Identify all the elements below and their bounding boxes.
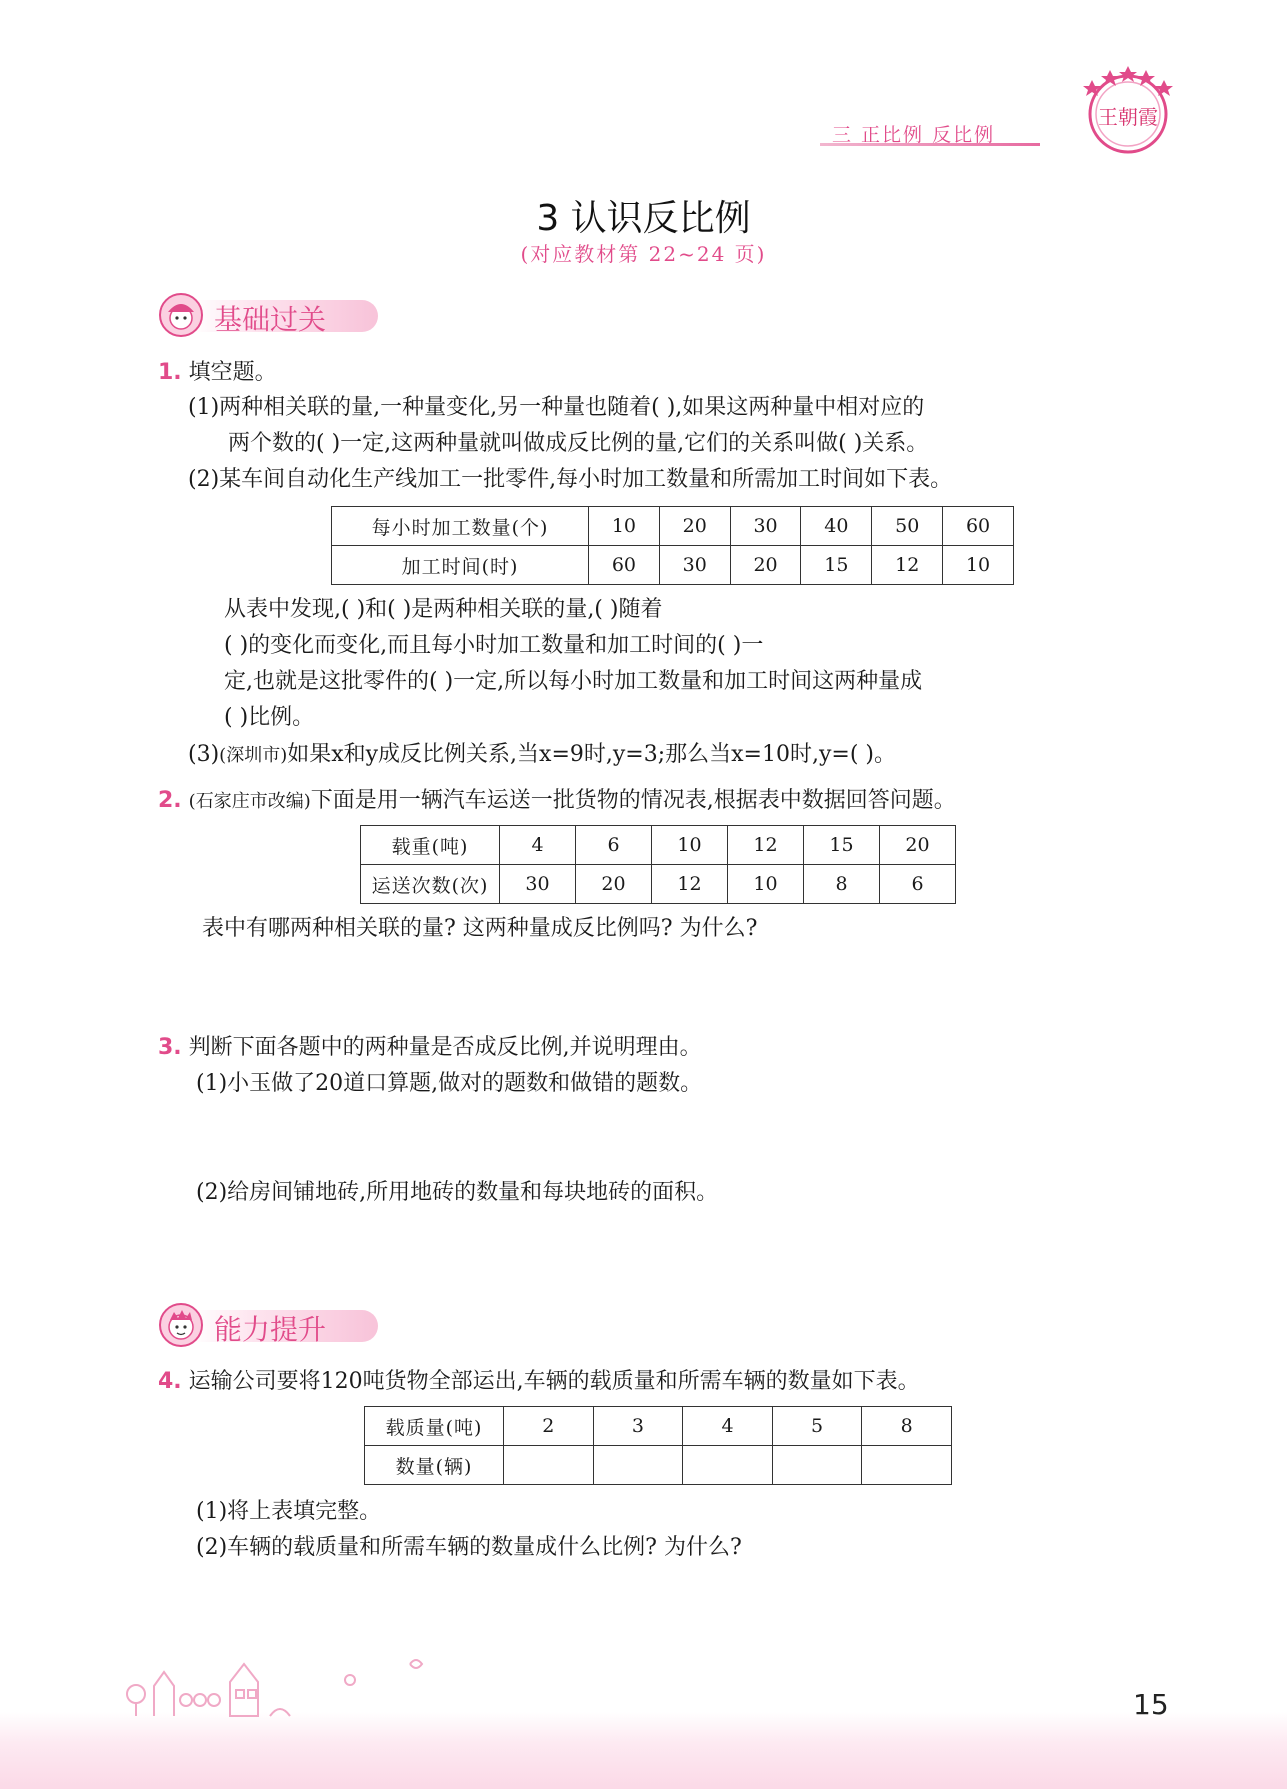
q1-table (331, 506, 1014, 585)
answer-cell[interactable] (593, 1446, 683, 1485)
table-cell: 2 (504, 1407, 594, 1446)
q1-title: 填空题。 (188, 360, 277, 385)
q3-p2: (2)给房间铺地砖,所用地砖的数量和每块地砖的面积。 (196, 1180, 719, 1205)
q1-heading (158, 358, 277, 388)
brand-seal (1070, 62, 1186, 154)
q3-heading (158, 1033, 702, 1063)
table-row (332, 546, 1014, 585)
section-banner-basic (158, 292, 378, 338)
q4-text: 运输公司要将120吨货物全部运出,车辆的载质量和所需车辆的数量如下表。 (188, 1369, 920, 1394)
section-title-advanced: 能力提升 (214, 1313, 327, 1346)
answer-cell[interactable] (772, 1446, 862, 1485)
table-cell: 50 (872, 507, 943, 546)
table-cell: 6 (576, 826, 652, 865)
page-number: 15 (1133, 1688, 1169, 1721)
table-cell: 12 (872, 546, 943, 585)
lesson-title: 3 认识反比例 (536, 198, 751, 239)
table-cell: 15 (804, 826, 880, 865)
q4-p2: (2)车辆的载质量和所需车辆的数量成什么比例? 为什么? (196, 1535, 742, 1560)
table-row-header: 载重(吨) (361, 826, 500, 865)
table-cell: 5 (772, 1407, 862, 1446)
boy-avatar-icon (158, 1302, 204, 1348)
table-row-header: 运送次数(次) (361, 865, 500, 904)
table-row (332, 507, 1014, 546)
table-cell: 20 (659, 507, 730, 546)
footer-band (0, 1712, 1287, 1789)
table-cell: 10 (728, 865, 804, 904)
table-cell: 4 (500, 826, 576, 865)
table-row-header: 载质量(吨) (365, 1407, 504, 1446)
q2-text: 下面是用一辆汽车运送一批货物的情况表,根据表中数据回答问题。 (310, 788, 956, 813)
table-row-header: 数量(辆) (365, 1446, 504, 1485)
q1-p3-source: (深圳市) (219, 745, 288, 766)
q1-p3-text: 如果x和y成反比例关系,当x=9时,y=3;那么当x=10时,y=( )。 (287, 742, 897, 767)
q1-p3 (188, 740, 896, 771)
table-row (365, 1407, 952, 1446)
table-cell: 40 (801, 507, 872, 546)
q1-p1-line1: (1)两种相关联的量,一种量变化,另一种量也随着( ),如果这两种量中相对应的 (188, 395, 925, 420)
table-cell: 8 (862, 1407, 952, 1446)
q3-text: 判断下面各题中的两种量是否成反比例,并说明理由。 (188, 1035, 702, 1060)
q2-question: 表中有哪两种相关联的量? 这两种量成反比例吗? 为什么? (202, 916, 758, 941)
table-row-header: 每小时加工数量(个) (332, 507, 589, 546)
q4-p1: (1)将上表填完整。 (196, 1499, 382, 1524)
seal-icon (1070, 62, 1186, 154)
town-illustration-icon (120, 1650, 480, 1720)
table-row (365, 1446, 952, 1485)
girl-avatar-icon (158, 292, 204, 338)
table-row-header: 加工时间(时) (332, 546, 589, 585)
q1-p2-after-line4: ( )比例。 (224, 705, 315, 730)
q4-table (364, 1406, 952, 1485)
answer-cell[interactable] (862, 1446, 952, 1485)
q1-p3-prefix: (3) (188, 742, 220, 767)
table-cell: 30 (659, 546, 730, 585)
table-cell: 20 (880, 826, 956, 865)
table-cell: 60 (943, 507, 1014, 546)
q2-heading (158, 786, 956, 817)
table-cell: 15 (801, 546, 872, 585)
q1-p2-after-line3: 定,也就是这批零件的( )一定,所以每小时加工数量和加工时间这两种量成 (224, 669, 923, 694)
q1-p2-after-line1: 从表中发现,( )和( )是两种相关联的量,( )随着 (224, 597, 663, 622)
table-cell: 12 (652, 865, 728, 904)
svg-text:王朝霞: 王朝霞 (1098, 105, 1158, 129)
answer-cell[interactable] (504, 1446, 594, 1485)
q2-source: (石家庄市改编) (188, 791, 311, 812)
table-cell: 10 (652, 826, 728, 865)
q1-p2-line1: (2)某车间自动化生产线加工一批零件,每小时加工数量和所需加工时间如下表。 (188, 467, 953, 492)
table-cell: 3 (593, 1407, 683, 1446)
table-cell: 10 (943, 546, 1014, 585)
table-cell: 20 (576, 865, 652, 904)
q4-heading (158, 1367, 920, 1397)
table-cell: 10 (589, 507, 660, 546)
table-cell: 6 (880, 865, 956, 904)
q1-p1-line2: 两个数的( )一定,这两种量就叫做成反比例的量,它们的关系叫做( )关系。 (228, 431, 929, 456)
table-cell: 30 (730, 507, 801, 546)
q3-p1: (1)小玉做了20道口算题,做对的题数和做错的题数。 (196, 1071, 703, 1096)
table-cell: 30 (500, 865, 576, 904)
q2-table (360, 825, 956, 904)
table-cell: 20 (730, 546, 801, 585)
section-banner-advanced (158, 1302, 378, 1348)
table-row (361, 865, 956, 904)
table-cell: 60 (589, 546, 660, 585)
q4-number: 4. (158, 1369, 182, 1394)
q3-number: 3. (158, 1035, 182, 1060)
answer-cell[interactable] (683, 1446, 773, 1485)
section-title-basic: 基础过关 (214, 303, 327, 336)
table-cell: 12 (728, 826, 804, 865)
table-cell: 4 (683, 1407, 773, 1446)
lesson-subtitle: (对应教材第 22~24 页) (520, 242, 767, 266)
table-cell: 8 (804, 865, 880, 904)
table-row (361, 826, 956, 865)
chapter-title: 三 正比例 反比例 (832, 124, 996, 146)
q1-p2-after-line2: ( )的变化而变化,而且每小时加工数量和加工时间的( )一 (224, 633, 764, 658)
q2-number: 2. (158, 788, 182, 813)
q1-number: 1. (158, 360, 182, 385)
